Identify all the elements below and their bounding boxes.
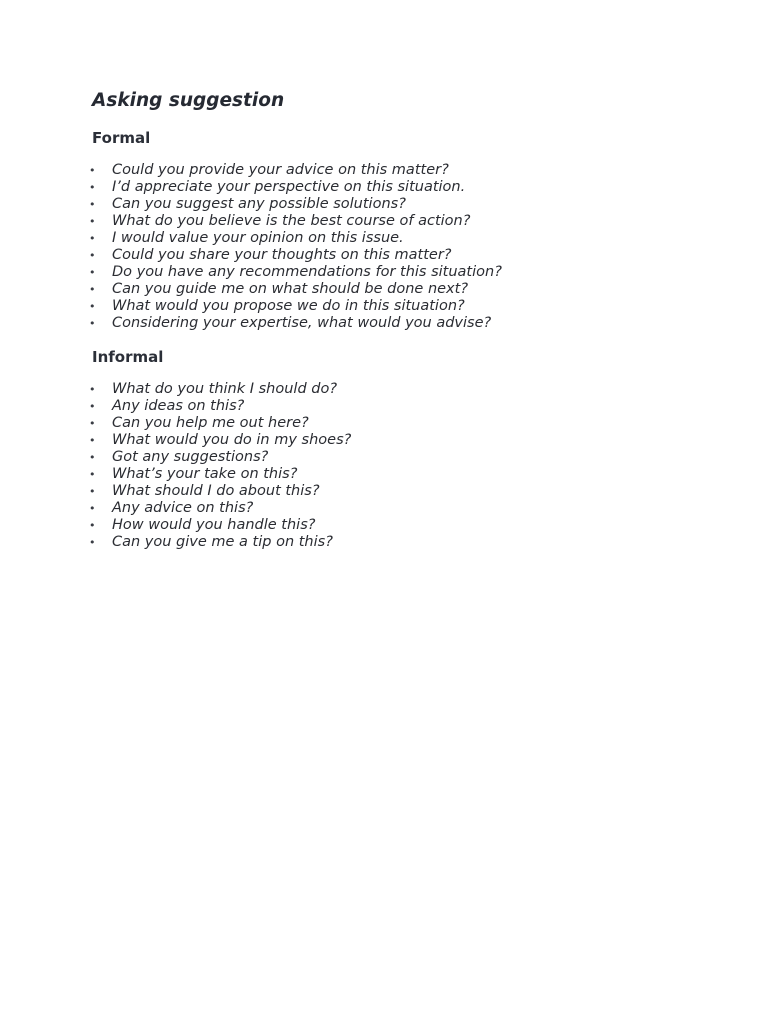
list-item [89,162,712,179]
list-item [89,534,712,551]
bullet-icon: • [89,198,96,211]
list-item [89,264,712,281]
document-title: Asking suggestion [92,90,285,111]
list-item-text: Got any suggestions? [112,449,269,465]
list-item-text: What do you believe is the best course of action? [112,213,471,229]
list-item [89,432,712,449]
list-item [89,247,712,264]
list-item-text: Any advice on this? [112,500,254,516]
bullet-icon: • [89,400,96,413]
bullet-icon: • [89,249,96,262]
list-item [89,415,712,432]
formal-phrase-list [89,162,712,332]
bullet-icon: • [89,266,96,279]
bullet-icon: • [89,300,96,313]
list-item-text: What would you do in my shoes? [112,432,352,448]
bullet-icon: • [89,383,96,396]
bullet-icon: • [89,451,96,464]
bullet-icon: • [89,468,96,481]
bullet-icon: • [89,283,96,296]
list-item-text: Any ideas on this? [112,398,245,414]
list-item-text: How would you handle this? [112,517,316,533]
list-item [89,398,712,415]
list-item-text: Considering your expertise, what would you advise? [112,315,492,331]
list-item [89,381,712,398]
list-item-text: What’s your take on this? [112,466,298,482]
list-item-text: Can you suggest any possible solutions? [112,196,406,212]
list-item [89,196,712,213]
list-item-text: I’d appreciate your perspective on this situation. [112,179,466,195]
list-item [89,281,712,298]
bullet-icon: • [89,215,96,228]
bullet-icon: • [89,317,96,330]
bullet-icon: • [89,181,96,194]
list-item [89,315,712,332]
list-item-text: Can you help me out here? [112,415,309,431]
list-item-text: Can you give me a tip on this? [112,534,333,550]
bullet-icon: • [89,536,96,549]
list-item-text: Could you provide your advice on this matter? [112,162,449,178]
list-item-text: What should I do about this? [112,483,320,499]
informal-phrase-list [89,381,712,551]
bullet-icon: • [89,502,96,515]
document-body [89,90,712,551]
bullet-icon: • [89,164,96,177]
bullet-icon: • [89,485,96,498]
list-item [89,483,712,500]
list-item-text: Do you have any recommendations for this situation? [112,264,502,280]
bullet-icon: • [89,232,96,245]
informal-section-heading: Informal [92,348,164,366]
list-item-text: What do you think I should do? [112,381,338,397]
list-item [89,179,712,196]
list-item-text: Can you guide me on what should be done next? [112,281,469,297]
list-item [89,230,712,247]
list-item [89,466,712,483]
list-item-text: Could you share your thoughts on this matter? [112,247,452,263]
list-item [89,298,712,315]
list-item [89,500,712,517]
formal-section-heading: Formal [92,129,151,147]
bullet-icon: • [89,519,96,532]
list-item-text: What would you propose we do in this situation? [112,298,465,314]
bullet-icon: • [89,417,96,430]
bullet-icon: • [89,434,96,447]
list-item [89,213,712,230]
list-item [89,449,712,466]
list-item [89,517,712,534]
list-item-text: I would value your opinion on this issue. [112,230,404,246]
